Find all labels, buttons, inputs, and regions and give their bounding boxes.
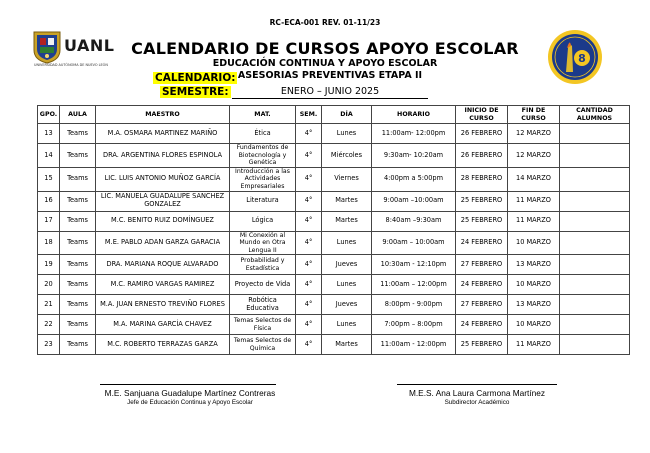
table-row [38,191,630,211]
students-count-cell [560,211,630,231]
table-row [38,255,630,275]
classroom-cell: Teams [60,144,96,168]
group-cell: 19 [38,255,60,275]
students-count-cell [560,124,630,144]
column-header: DÍA [322,106,372,124]
table-row [38,295,630,315]
classroom-cell: Teams [60,231,96,255]
end-date-cell: 10 MARZO [508,315,560,335]
day-cell: Miércoles [322,144,372,168]
schedule-cell: 9:30am- 10:20am [372,144,456,168]
column-header: GPO. [38,106,60,124]
students-count-cell [560,144,630,168]
semester-cell: 4° [296,167,322,191]
schedule-cell: 4:00pm a 5:00pm [372,167,456,191]
semester-cell: 4° [296,275,322,295]
subject-cell: Proyecto de Vida [230,275,296,295]
students-count-cell [560,275,630,295]
column-header: MAT. [230,106,296,124]
table-row [38,315,630,335]
schedule-cell: 8:40am –9:30am [372,211,456,231]
signature-name-right: M.E.S. Ana Laura Carmona Martínez [408,388,546,398]
end-date-cell: 12 MARZO [508,144,560,168]
schedule-cell: 11:00am – 12:00pm [372,275,456,295]
signature-role-left: Jefe de Educación Continua y Apoyo Escolar [127,399,253,406]
table-row [38,211,630,231]
document-code: RC-ECA-001 REV. 01-11/23 [269,18,381,27]
column-header: INICIO DE CURSO [456,106,508,124]
classroom-cell: Teams [60,191,96,211]
day-cell: Lunes [322,315,372,335]
day-cell: Jueves [322,255,372,275]
group-cell: 17 [38,211,60,231]
column-header: SEM. [296,106,322,124]
day-cell: Lunes [322,275,372,295]
teacher-cell: DRA. ARGENTINA FLORES ESPINOLA [96,144,230,168]
uanl-wordmark: UANL [64,36,115,55]
subject-cell: Ética [230,124,296,144]
day-cell: Martes [322,211,372,231]
classroom-cell: Teams [60,335,96,355]
schedule-cell: 11:00am - 12:00pm [372,335,456,355]
teacher-cell: M.C. RAMIRO VARGAS RAMIREZ [96,275,230,295]
schedule-cell: 11:00am- 12:00pm [372,124,456,144]
semester-label: SEMESTRE: [162,86,229,98]
end-date-cell: 11 MARZO [508,211,560,231]
calendar-label: CALENDARIO: [155,72,236,84]
signature-line-left [100,384,276,385]
group-cell: 13 [38,124,60,144]
end-date-cell: 11 MARZO [508,335,560,355]
semester-cell: 4° [296,255,322,275]
end-date-cell: 12 MARZO [508,124,560,144]
column-header: CANTIDAD ALUMNOS [560,106,630,124]
classroom-cell: Teams [60,315,96,335]
classroom-cell: Teams [60,211,96,231]
subject-cell: Fundamentos de Biotecnología y Genética [230,144,296,168]
semester-cell: 4° [296,315,322,335]
table-row [38,335,630,355]
schedule-cell: 9:00am – 10:00am [372,231,456,255]
start-date-cell: 25 FEBRERO [456,335,508,355]
classroom-cell: Teams [60,167,96,191]
students-count-cell [560,167,630,191]
subject-cell: Robótica Educativa [230,295,296,315]
semester-cell: 4° [296,295,322,315]
students-count-cell [560,231,630,255]
students-count-cell [560,315,630,335]
start-date-cell: 27 FEBRERO [456,295,508,315]
semester-cell: 4° [296,144,322,168]
table-row [38,124,630,144]
courses-table [37,105,630,355]
semester-value: ENERO – JUNIO 2025 [232,86,428,99]
students-count-cell [560,191,630,211]
students-count-cell [560,335,630,355]
group-cell: 23 [38,335,60,355]
subject-cell: Lógica [230,211,296,231]
day-cell: Martes [322,191,372,211]
group-cell: 22 [38,315,60,335]
subject-cell: Temas Selectos de Física [230,315,296,335]
day-cell: Lunes [322,124,372,144]
teacher-cell: M.A. MARINA GARCÍA CHAVEZ [96,315,230,335]
group-cell: 16 [38,191,60,211]
end-date-cell: 13 MARZO [508,255,560,275]
subject-cell: Introducción a las Actividades Empresariales [230,167,296,191]
semester-cell: 4° [296,211,322,231]
table-row [38,144,630,168]
end-date-cell: 10 MARZO [508,231,560,255]
classroom-cell: Teams [60,275,96,295]
end-date-cell: 13 MARZO [508,295,560,315]
column-header: MAESTRO [96,106,230,124]
start-date-cell: 25 FEBRERO [456,211,508,231]
emblem-number: 8 [578,52,586,65]
teacher-cell: DRA. MARIANA ROQUE ALVARADO [96,255,230,275]
teacher-cell: M.C. ROBERTO TERRAZAS GARZA [96,335,230,355]
semester-cell: 4° [296,191,322,211]
table-body [38,124,630,355]
day-cell: Viernes [322,167,372,191]
group-cell: 18 [38,231,60,255]
schedule-cell: 7:00pm – 8:00pm [372,315,456,335]
start-date-cell: 26 FEBRERO [456,144,508,168]
classroom-cell: Teams [60,124,96,144]
subject-cell: Temas Selectos de Química [230,335,296,355]
start-date-cell: 25 FEBRERO [456,191,508,211]
uanl-subtitle: UNIVERSIDAD AUTÓNOMA DE NUEVO LEÓN [34,63,108,67]
subject-cell: Probabilidad y Estadística [230,255,296,275]
teacher-cell: LIC. LUIS ANTONIO MUÑOZ GARCÍA [96,167,230,191]
classroom-cell: Teams [60,255,96,275]
teacher-cell: M.C. BENITO RUIZ DOMÍNGUEZ [96,211,230,231]
end-date-cell: 11 MARZO [508,191,560,211]
teacher-cell: LIC. MANUELA GUADALUPE SANCHEZ GONZALEZ [96,191,230,211]
calendar-value: ASESORIAS PREVENTIVAS ETAPA II [237,70,423,81]
group-cell: 20 [38,275,60,295]
end-date-cell: 10 MARZO [508,275,560,295]
start-date-cell: 26 FEBRERO [456,124,508,144]
signature-role-right: Subdirector Académico [444,399,510,406]
group-cell: 14 [38,144,60,168]
start-date-cell: 24 FEBRERO [456,231,508,255]
signature-name-left: M.E. Sanjuana Guadalupe Martínez Contreras [104,388,276,398]
schedule-cell: 10:30am - 12:10pm [372,255,456,275]
page-title: CALENDARIO DE CURSOS APOYO ESCOLAR [131,39,519,58]
teacher-cell: M.A. JUAN ERNESTO TREVIÑO FLORES [96,295,230,315]
day-cell: Jueves [322,295,372,315]
column-header: AULA [60,106,96,124]
teacher-cell: M.E. PABLO ADAN GARZA GARACIA [96,231,230,255]
table-row [38,167,630,191]
subject-cell: Mi Conexión al Mundo en Otra Lengua II [230,231,296,255]
column-header: HORARIO [372,106,456,124]
group-cell: 15 [38,167,60,191]
table-row [38,275,630,295]
day-cell: Lunes [322,231,372,255]
start-date-cell: 24 FEBRERO [456,275,508,295]
end-date-cell: 14 MARZO [508,167,560,191]
table-header-row [38,106,630,124]
subject-cell: Literatura [230,191,296,211]
page-subtitle: EDUCACIÓN CONTINUA Y APOYO ESCOLAR [212,58,438,69]
classroom-cell: Teams [60,295,96,315]
group-cell: 21 [38,295,60,315]
day-cell: Martes [322,335,372,355]
teacher-cell: M.A. OSMARA MARTINEZ MARIÑO [96,124,230,144]
semester-cell: 4° [296,231,322,255]
students-count-cell [560,255,630,275]
start-date-cell: 27 FEBRERO [456,255,508,275]
start-date-cell: 28 FEBRERO [456,167,508,191]
signature-line-right [397,384,557,385]
semester-cell: 4° [296,124,322,144]
semester-cell: 4° [296,335,322,355]
schedule-cell: 8:00pm - 9:00pm [372,295,456,315]
column-header: FIN DE CURSO [508,106,560,124]
table-row [38,231,630,255]
students-count-cell [560,295,630,315]
schedule-cell: 9:00am –10:00am [372,191,456,211]
start-date-cell: 24 FEBRERO [456,315,508,335]
